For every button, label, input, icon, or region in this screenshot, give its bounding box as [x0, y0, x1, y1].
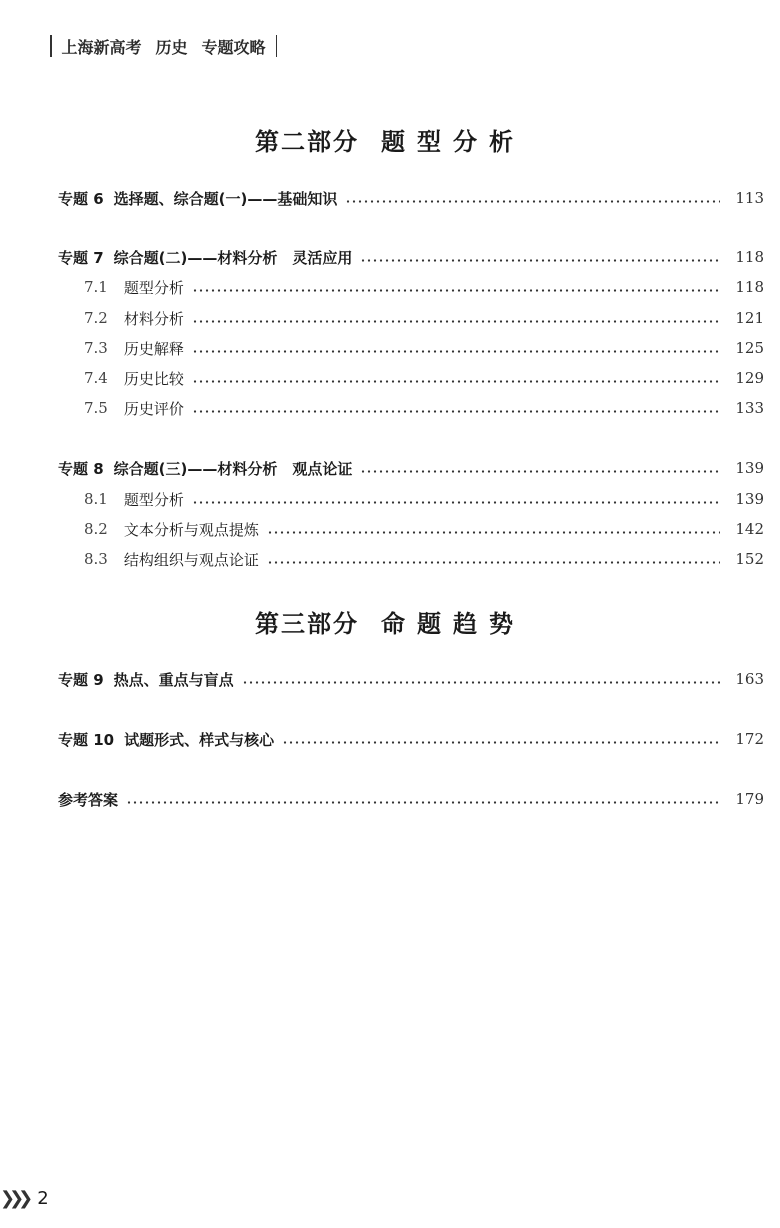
toc-title: 文本分析与观点提炼 — [123, 520, 259, 539]
part-title: 题型分析 — [381, 128, 525, 156]
double-chevron-right-icon: ❯❯❯ — [0, 1187, 28, 1209]
dot-leader — [192, 501, 720, 504]
toc-page: 121 — [735, 309, 764, 327]
toc-entry-topic-6[interactable] — [58, 186, 764, 210]
toc-page: 163 — [735, 670, 764, 688]
toc-page: 172 — [735, 730, 764, 748]
toc-title: 历史解释 — [123, 339, 184, 358]
toc-number: 专题 10 — [58, 730, 115, 749]
toc-page: 118 — [735, 278, 764, 296]
toc-title: 题型分析 — [123, 490, 184, 509]
dot-leader — [267, 531, 720, 534]
dot-leader — [267, 561, 720, 564]
toc-number: 专题 7 — [58, 248, 104, 267]
part-heading — [0, 122, 780, 157]
dot-leader — [192, 380, 720, 383]
toc-page: 179 — [735, 790, 764, 808]
page-number: 2 — [37, 1187, 49, 1209]
toc-entry-7-4[interactable] — [84, 366, 764, 390]
dot-leader — [282, 741, 720, 744]
toc-number: 专题 6 — [58, 189, 104, 208]
toc-page: 139 — [735, 490, 764, 508]
dot-leader — [345, 200, 720, 203]
dot-leader — [126, 801, 720, 804]
toc-entry-topic-10[interactable] — [58, 727, 764, 751]
toc-title: 结构组织与观点论证 — [123, 550, 259, 569]
toc-entry-answers[interactable] — [58, 787, 764, 811]
header-book: 上海新高考 — [61, 37, 142, 57]
toc-title: 历史比较 — [123, 369, 184, 388]
toc-title: 材料分析 — [123, 309, 184, 328]
part-label: 第二部分 — [255, 128, 359, 156]
toc-page: 133 — [735, 399, 764, 417]
dot-leader — [192, 289, 720, 292]
header-divider — [276, 35, 278, 57]
toc-number: 7.1 — [84, 278, 108, 296]
toc-page: 118 — [735, 248, 764, 266]
toc-page: 129 — [735, 369, 764, 387]
toc-number: 专题 8 — [58, 459, 104, 478]
toc-title: 题型分析 — [123, 278, 184, 297]
toc-entry-7-1[interactable] — [84, 275, 764, 299]
part-heading — [0, 604, 780, 639]
toc-number: 7.4 — [84, 369, 108, 387]
toc-number: 7.5 — [84, 399, 108, 417]
running-header — [50, 32, 277, 60]
toc-title: 综合题(三)——材料分析 观点论证 — [113, 459, 353, 478]
toc-title: 热点、重点与盲点 — [113, 670, 234, 689]
toc-number: 8.2 — [84, 520, 108, 538]
dot-leader — [192, 410, 720, 413]
header-subject: 历史 — [155, 37, 188, 57]
header-series: 专题攻略 — [201, 37, 266, 57]
dot-leader — [360, 259, 720, 262]
toc-entry-8-1[interactable] — [84, 487, 764, 511]
dot-leader — [242, 681, 720, 684]
toc-entry-7-2[interactable] — [84, 306, 764, 330]
toc-title: 综合题(二)——材料分析 灵活应用 — [113, 248, 353, 267]
toc-number: 8.1 — [84, 490, 108, 508]
toc-entry-topic-9[interactable] — [58, 667, 764, 691]
part-label: 第三部分 — [255, 610, 359, 638]
toc-title: 试题形式、样式与核心 — [124, 730, 275, 749]
page-footer — [0, 1186, 49, 1210]
toc-title: 参考答案 — [58, 790, 119, 809]
toc-entry-7-3[interactable] — [84, 336, 764, 360]
toc-title: 历史评价 — [123, 399, 184, 418]
toc-title: 选择题、综合题(一)——基础知识 — [113, 189, 338, 208]
toc-page: 125 — [735, 339, 764, 357]
toc-number: 7.2 — [84, 309, 108, 327]
toc-page: 152 — [735, 550, 764, 568]
dot-leader — [192, 320, 720, 323]
toc-page: 113 — [735, 189, 764, 207]
toc-number: 7.3 — [84, 339, 108, 357]
toc-entry-8-2[interactable] — [84, 517, 764, 541]
toc-page: 139 — [735, 459, 764, 477]
part-title: 命题趋势 — [381, 610, 525, 638]
toc-entry-topic-7[interactable] — [58, 245, 764, 269]
toc-number: 8.3 — [84, 550, 108, 568]
toc-number: 专题 9 — [58, 670, 104, 689]
toc-entry-7-5[interactable] — [84, 396, 764, 420]
dot-leader — [192, 350, 720, 353]
toc-page: 142 — [735, 520, 764, 538]
dot-leader — [360, 470, 720, 473]
toc-entry-8-3[interactable] — [84, 547, 764, 571]
toc-entry-topic-8[interactable] — [58, 456, 764, 480]
